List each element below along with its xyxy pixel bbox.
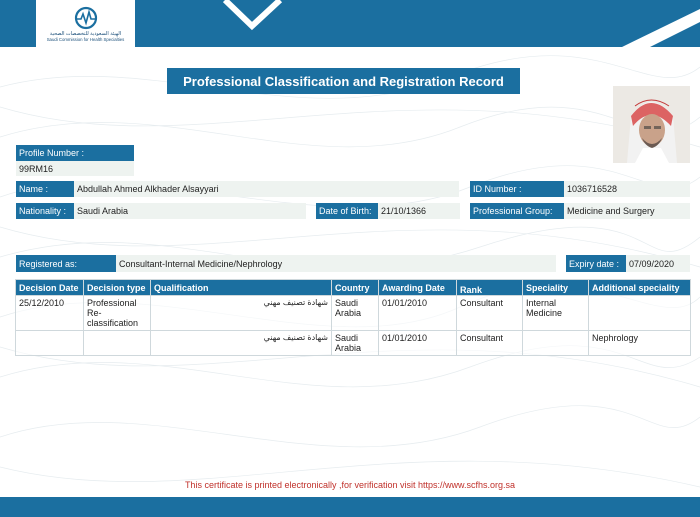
page-title: Professional Classification and Registration Record (167, 68, 520, 94)
nationality-label: Nationality : (16, 203, 74, 219)
cell-speciality: Internal Medicine (523, 296, 589, 331)
professional-group-value: Medicine and Surgery (564, 203, 690, 219)
cell-decision-date (16, 331, 84, 356)
logo-arabic-text: الهيئة السعودية للتخصصات الصحية (49, 30, 122, 37)
id-number-value: 1036716528 (564, 181, 690, 197)
profile-number-label: Profile Number : (16, 145, 134, 161)
cell-decision-date: 25/12/2010 (16, 296, 84, 331)
table-row (16, 296, 691, 331)
header-country: Country (332, 280, 379, 296)
name-label: Name : (16, 181, 74, 197)
expiry-date-label: Expiry date : (566, 255, 626, 272)
header-additional-speciality: Additional speciality (589, 280, 691, 296)
cell-qualification: شهادة تصنيف مهني (151, 296, 332, 331)
professional-group-label: Professional Group: (470, 203, 564, 219)
cell-awarding-date: 01/01/2010 (379, 296, 457, 331)
name-value: Abdullah Ahmed Alkhader Alsayyari (74, 181, 459, 197)
cell-country: Saudi Arabia (332, 331, 379, 356)
logo-english-text: Saudi Commission for Health Specialties (46, 36, 125, 42)
header-awarding-date: Awarding Date (379, 280, 457, 296)
header-speciality: Speciality (523, 280, 589, 296)
cell-speciality (523, 331, 589, 356)
dob-value: 21/10/1366 (378, 203, 460, 219)
classification-table (15, 279, 691, 356)
registered-as-label: Registered as: (16, 255, 116, 272)
profile-photo (613, 86, 690, 163)
table-header-row (16, 280, 691, 296)
verification-note: This certificate is printed electronically ,for verification visit https://www.scfhs.org.sa (184, 480, 516, 490)
background-watermark (0, 47, 700, 497)
logo-emblem-icon (71, 6, 101, 30)
expiry-date-value: 07/09/2020 (626, 255, 690, 272)
bottom-banner (0, 497, 700, 517)
table-row (16, 331, 691, 356)
scfhs-logo (36, 0, 135, 47)
dob-label: Date of Birth: (316, 203, 378, 219)
registered-as-value: Consultant-Internal Medicine/Nephrology (116, 255, 556, 272)
nationality-value: Saudi Arabia (74, 203, 306, 219)
header-rank: Rank (457, 280, 523, 296)
cell-country: Saudi Arabia (332, 296, 379, 331)
cell-rank: Consultant (457, 331, 523, 356)
cell-additional-speciality (589, 296, 691, 331)
cell-awarding-date: 01/01/2010 (379, 331, 457, 356)
profile-number-value: 99RM16 (16, 161, 134, 176)
cell-decision-type: Professional Re-classification (84, 296, 151, 331)
header-decision-date: Decision Date (16, 280, 84, 296)
header-qualification: Qualification (151, 280, 332, 296)
id-number-label: ID Number : (470, 181, 564, 197)
cell-rank: Consultant (457, 296, 523, 331)
cell-decision-type (84, 331, 151, 356)
cell-additional-speciality: Nephrology (589, 331, 691, 356)
cell-qualification: شهادة تصنيف مهني (151, 331, 332, 356)
header-decision-type: Decision type (84, 280, 151, 296)
